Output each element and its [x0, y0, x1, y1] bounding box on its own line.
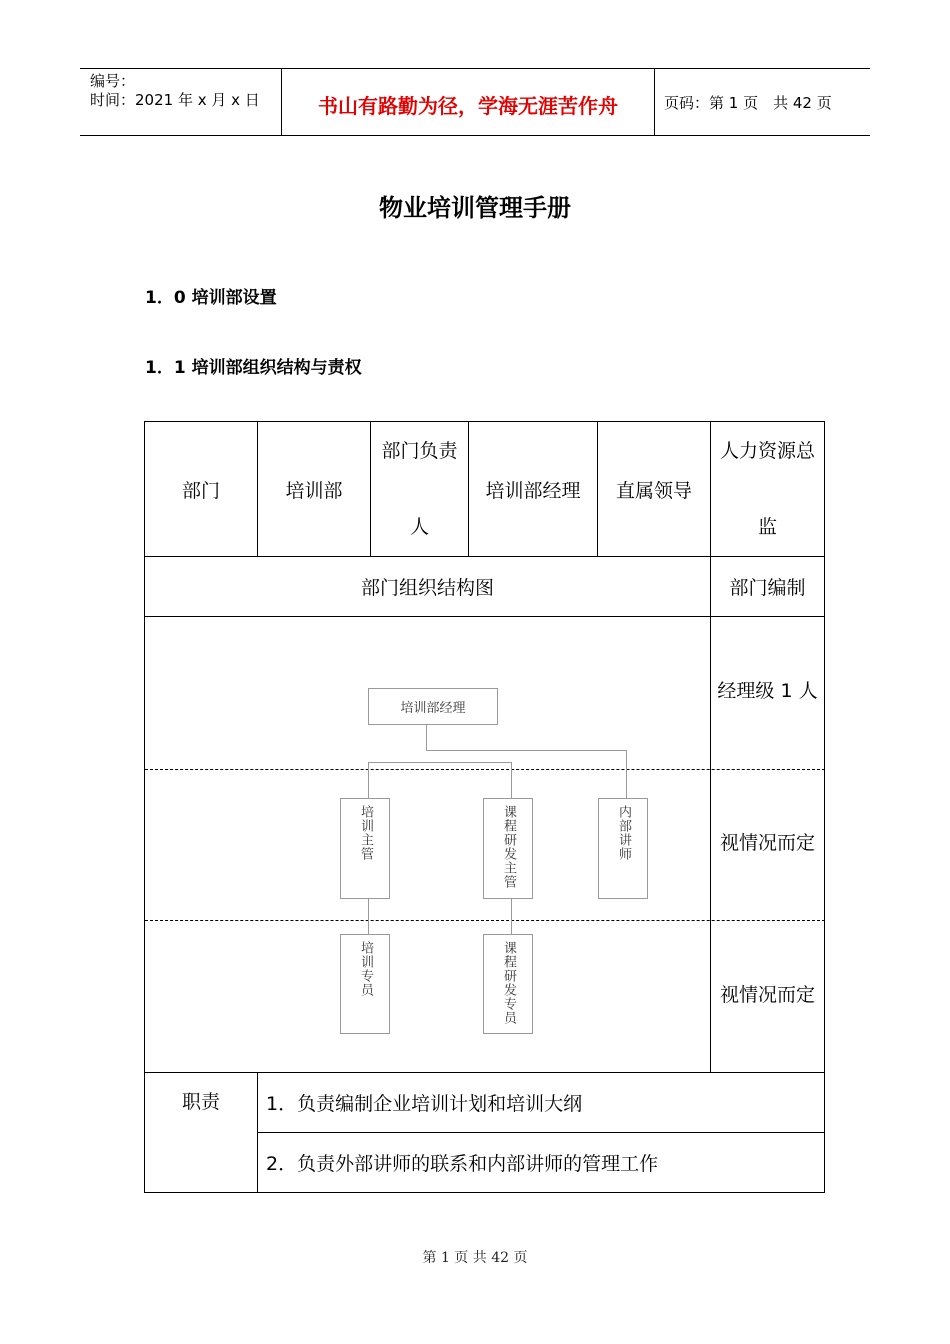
- org-box-training-specialist: [340, 934, 390, 1034]
- page-title: 物业培训管理手册: [379, 194, 571, 222]
- page-footer: 第 1 页 共 42 页: [422, 1250, 528, 1266]
- org-box-manager: 培训部经理: [368, 688, 498, 725]
- superior-value-line1: 人力资源总: [719, 440, 815, 462]
- header-divider: [654, 68, 655, 136]
- doc-number-label: 编号：: [90, 72, 136, 90]
- doc-time-label: 时间：2021 年 x 月 x 日: [90, 91, 260, 109]
- section-heading-1-1: 1．1 培训部组织结构与责权: [145, 358, 362, 378]
- superior-value-line2: 监: [757, 516, 777, 538]
- org-box-label: 培训主管: [358, 805, 373, 861]
- section-heading-1-0: 1．0 培训部设置: [145, 288, 277, 308]
- dept-value: 培训部: [285, 479, 343, 502]
- header-bottom-rule: [80, 135, 870, 136]
- org-connector: [626, 750, 627, 798]
- org-box-course-dev-supervisor: [483, 798, 533, 899]
- dept-head-value: 培训部经理: [485, 479, 581, 502]
- org-box-training-supervisor: [340, 798, 390, 899]
- dept-head-label-line2: 人: [409, 516, 429, 538]
- header-page-label: 页码：第 1 页 共 42 页: [664, 94, 832, 112]
- org-box-course-dev-specialist: [483, 934, 533, 1034]
- org-connector: [368, 762, 512, 763]
- header-motto: 书山有路勤为径，学海无涯苦作舟: [318, 94, 618, 118]
- dept-label: 部门: [181, 479, 220, 502]
- duties-label: 职责: [181, 1091, 220, 1113]
- dept-head-label-line1: 部门负责: [381, 440, 458, 462]
- org-box-internal-trainer: [598, 798, 648, 899]
- headcount-level2: 视情况而定: [719, 831, 815, 854]
- superior-value: [711, 422, 824, 556]
- dept-head-label: [371, 422, 468, 556]
- org-box-label: 内部讲师: [616, 805, 631, 861]
- headcount-manager: 经理级 1 人: [717, 679, 818, 702]
- duty-item: 2．负责外部讲师的联系和内部讲师的管理工作: [266, 1153, 659, 1175]
- headcount-label: 部门编制: [729, 577, 806, 599]
- org-box-label: 培训专员: [358, 941, 373, 997]
- headcount-level3: 视情况而定: [719, 983, 815, 1006]
- org-connector: [368, 897, 369, 934]
- org-connector: [426, 724, 427, 751]
- header-top-rule: [80, 68, 870, 69]
- org-connector: [368, 762, 369, 798]
- org-box-label: 课程研发专员: [501, 941, 516, 1025]
- duty-item: 1．负责编制企业培训计划和培训大纲: [266, 1093, 583, 1115]
- org-connector: [511, 897, 512, 934]
- superior-label: 直属领导: [615, 479, 692, 502]
- org-structure-label: 部门组织结构图: [360, 577, 494, 599]
- org-box-label: 课程研发主管: [501, 805, 516, 889]
- org-connector: [426, 750, 626, 751]
- org-connector: [511, 762, 512, 798]
